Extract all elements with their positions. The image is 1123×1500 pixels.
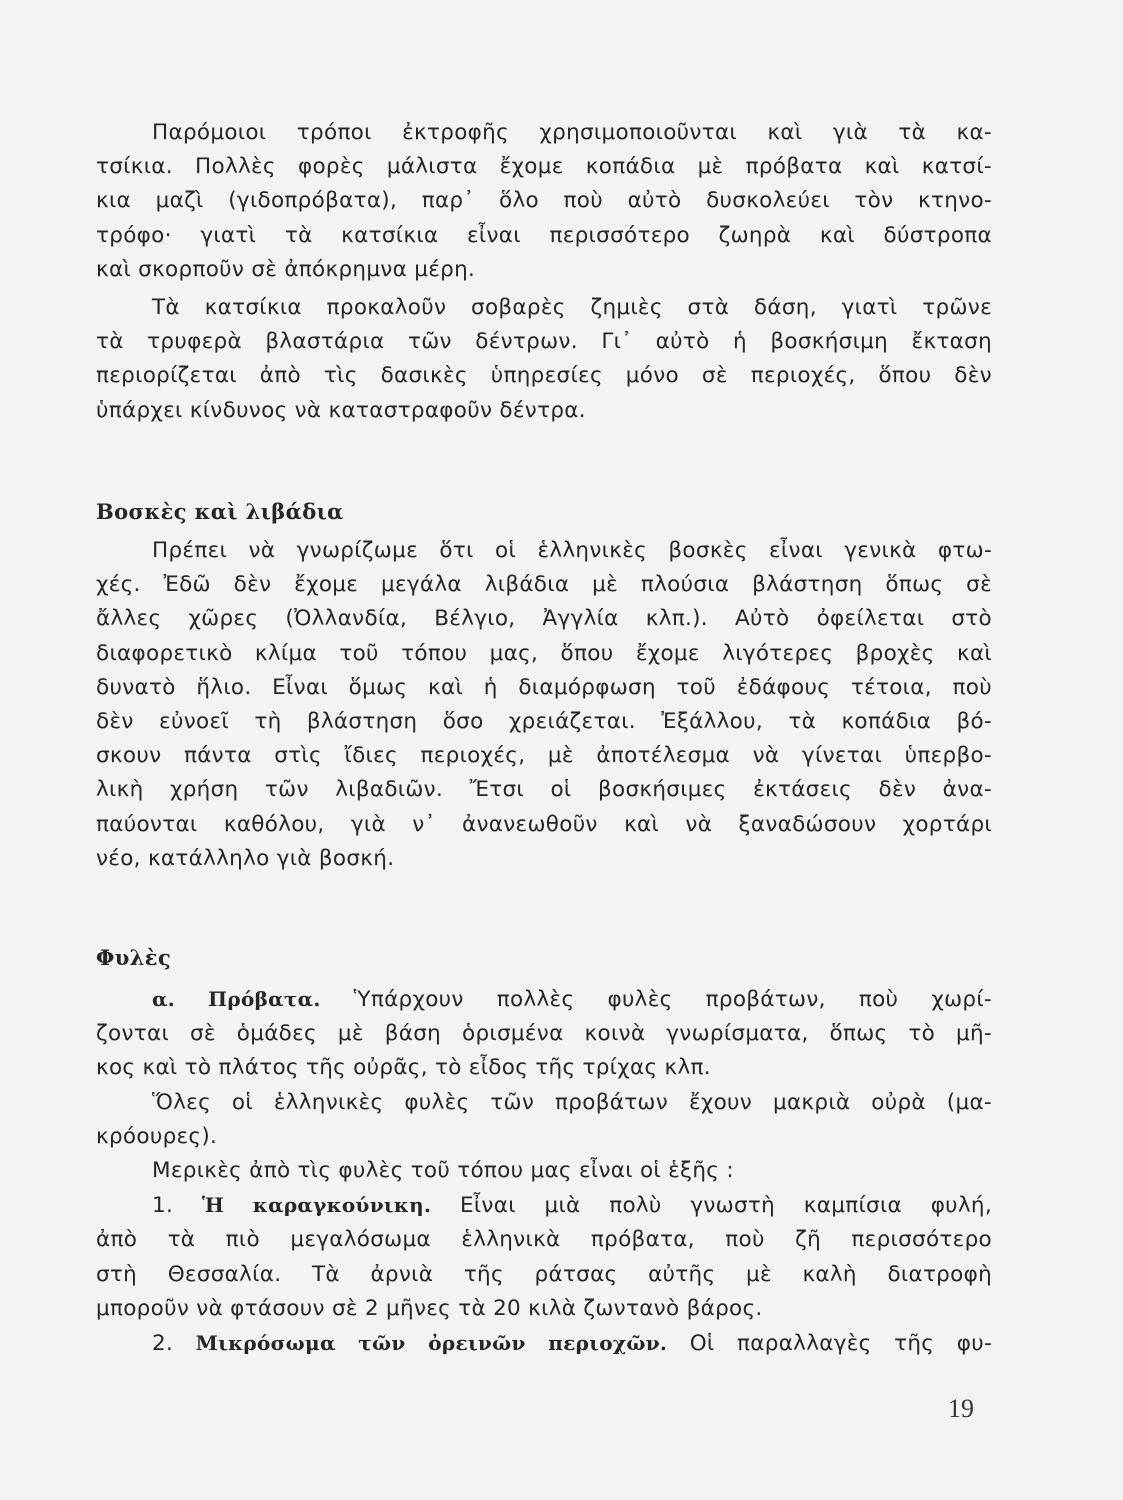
text-line: διαφορετικὸ κλίμα τοῦ τόπου μας, ὅπου ἔχομε λιγότερες βροχὲς καὶ bbox=[96, 640, 992, 666]
text-line: κρόουρες). bbox=[96, 1123, 218, 1149]
paragraph-some-breeds bbox=[96, 1154, 992, 1188]
paragraph-sheep bbox=[96, 982, 992, 1086]
text-line: χές. Ἐδῶ δὲν ἔχομε μεγάλα λιβάδια μὲ πλούσια βλάστηση ὅπως σὲ bbox=[96, 572, 992, 598]
text-line: τρόφο· γιατὶ τὰ κατσίκια εἶναι περισσότερο ζωηρὰ καὶ δύστροπα bbox=[96, 222, 992, 248]
text-fragment: Οἱ παραλλαγὲς τῆς φυ- bbox=[689, 1331, 993, 1357]
section-heading-pastures: Βοσκὲς καὶ λιβάδια bbox=[96, 499, 344, 524]
list-item-mountain-breeds bbox=[96, 1326, 992, 1361]
text-line: Παρόμοιοι τρόποι ἐκτροφῆς χρησιμοποιοῦνται καὶ γιὰ τὰ κα- bbox=[152, 120, 992, 145]
item-number: 1. bbox=[152, 1193, 174, 1219]
breed-name: Μικρόσωμα τῶν ὀρεινῶν περιοχῶν. bbox=[195, 1331, 668, 1356]
text-line: ζονται σὲ ὁμάδες μὲ βάση ὁρισμένα κοινὰ γνωρίσματα, ὅπως τὸ μῆ- bbox=[96, 1021, 992, 1047]
text-line bbox=[96, 982, 992, 1017]
text-line: ἀπὸ τὰ πιὸ μεγαλόσωμα ἑλληνικὰ πρόβατα, ποὺ ζῆ περισσότερο bbox=[96, 1227, 992, 1253]
text-line: ἄλλες χῶρες (Ὀλλανδία, Βέλγιο, Ἀγγλία κλπ.). Αὐτὸ ὀφείλεται στὸ bbox=[96, 606, 992, 632]
item-number: 2. bbox=[152, 1331, 174, 1357]
paragraph-goats-damage bbox=[96, 291, 992, 428]
text-line: τσίκια. Πολλὲς φορὲς μάλιστα ἔχομε κοπάδια μὲ πρόβατα καὶ κατσί- bbox=[96, 154, 992, 180]
text-line: περιορίζεται ἀπὸ τὶς δασικὲς ὑπηρεσίες μόνο σὲ περιοχές, ὅπου δὲν bbox=[96, 363, 992, 389]
section-heading-breeds: Φυλὲς bbox=[96, 945, 172, 970]
text-line: Μερικὲς ἀπὸ τὶς φυλὲς τοῦ τόπου μας εἶναι οἱ ἑξῆς : bbox=[152, 1158, 734, 1184]
text-line: Ὅλες οἱ ἑλληνικὲς φυλὲς τῶν προβάτων ἔχουν μακριὰ οὐρὰ (μα- bbox=[152, 1089, 992, 1115]
text-line: Τὰ κατσίκια προκαλοῦν σοβαρὲς ζημιὲς στὰ δάση, γιατὶ τρῶνε bbox=[152, 295, 992, 321]
text-line: λικὴ χρήση τῶν λιβαδιῶν. Ἔτσι οἱ βοσκήσιμες ἐκτάσεις δὲν ἀνα- bbox=[96, 777, 992, 803]
section-intro bbox=[96, 116, 992, 428]
text-line: Πρέπει νὰ γνωρίζωμε ὅτι οἱ ἑλληνικὲς βοσκὲς εἶναι γενικὰ φτω- bbox=[152, 538, 992, 563]
text-line: σκουν πάντα στὶς ἴδιες περιοχές, μὲ ἀποτέλεσμα νὰ γίνεται ὑπερβο- bbox=[96, 743, 992, 769]
paragraph-goats-rearing bbox=[96, 116, 992, 287]
text-line: παύονται καθόλου, γιὰ ν᾽ ἀνανεωθοῦν καὶ νὰ ξαναδώσουν χορτάρι bbox=[96, 811, 992, 837]
text-line: καὶ σκορποῦν σὲ ἀπόκρημνα μέρη. bbox=[96, 256, 476, 282]
text-fragment: Εἶναι μιὰ πολὺ γνωστὴ καμπίσια φυλή, bbox=[459, 1193, 992, 1219]
section-breeds bbox=[96, 982, 992, 1361]
text-line bbox=[96, 1188, 992, 1223]
text-line: δυνατὸ ἥλιο. Εἶναι ὅμως καὶ ἡ διαμόρφωση τοῦ ἐδάφους τέτοια, ποὺ bbox=[96, 674, 992, 700]
text-line: ὑπάρχει κίνδυνος νὰ καταστραφοῦν δέντρα. bbox=[96, 397, 586, 423]
text-line bbox=[96, 1326, 992, 1361]
text-line: στὴ Θεσσαλία. Τὰ ἀρνιὰ τῆς ράτσας αὐτῆς μὲ καλὴ διατροφὴ bbox=[96, 1261, 992, 1287]
paragraph-pastures bbox=[96, 534, 992, 876]
text-line: τὰ τρυφερὰ βλαστάρια τῶν δέντρων. Γι᾽ αὐτὸ ἡ βοσκήσιμη ἔκταση bbox=[96, 329, 992, 355]
text-line: νέο, κατάλληλο γιὰ βοσκή. bbox=[96, 845, 395, 871]
text-line: μποροῦν νὰ φτάσουν σὲ 2 μῆνες τὰ 20 κιλὰ ζωντανὸ βάρος. bbox=[96, 1295, 763, 1321]
page-number: 19 bbox=[948, 1394, 974, 1423]
text-fragment: Ὑπάρχουν πολλὲς φυλὲς προβάτων, ποὺ χωρί- bbox=[353, 987, 992, 1012]
subheading-sheep: α. Πρόβατα. bbox=[152, 987, 321, 1011]
section-pastures bbox=[96, 534, 992, 876]
text-line: κος καὶ τὸ πλάτος τῆς οὐρᾶς, τὸ εἶδος τῆς τρίχας κλπ. bbox=[96, 1055, 711, 1081]
paragraph-long-tails bbox=[96, 1086, 992, 1154]
text-line: κια μαζὶ (γιδοπρόβατα), παρ᾽ ὅλο ποὺ αὐτὸ δυσκολεύει τὸν κτηνο- bbox=[96, 188, 992, 214]
text-line: δὲν εὐνοεῖ τὴ βλάστηση ὅσο χρειάζεται. Ἐξάλλου, τὰ κοπάδια βό- bbox=[96, 709, 992, 735]
breed-name: Ἡ καραγκούνικη. bbox=[201, 1193, 432, 1218]
list-item-karagkouniki bbox=[96, 1188, 992, 1326]
